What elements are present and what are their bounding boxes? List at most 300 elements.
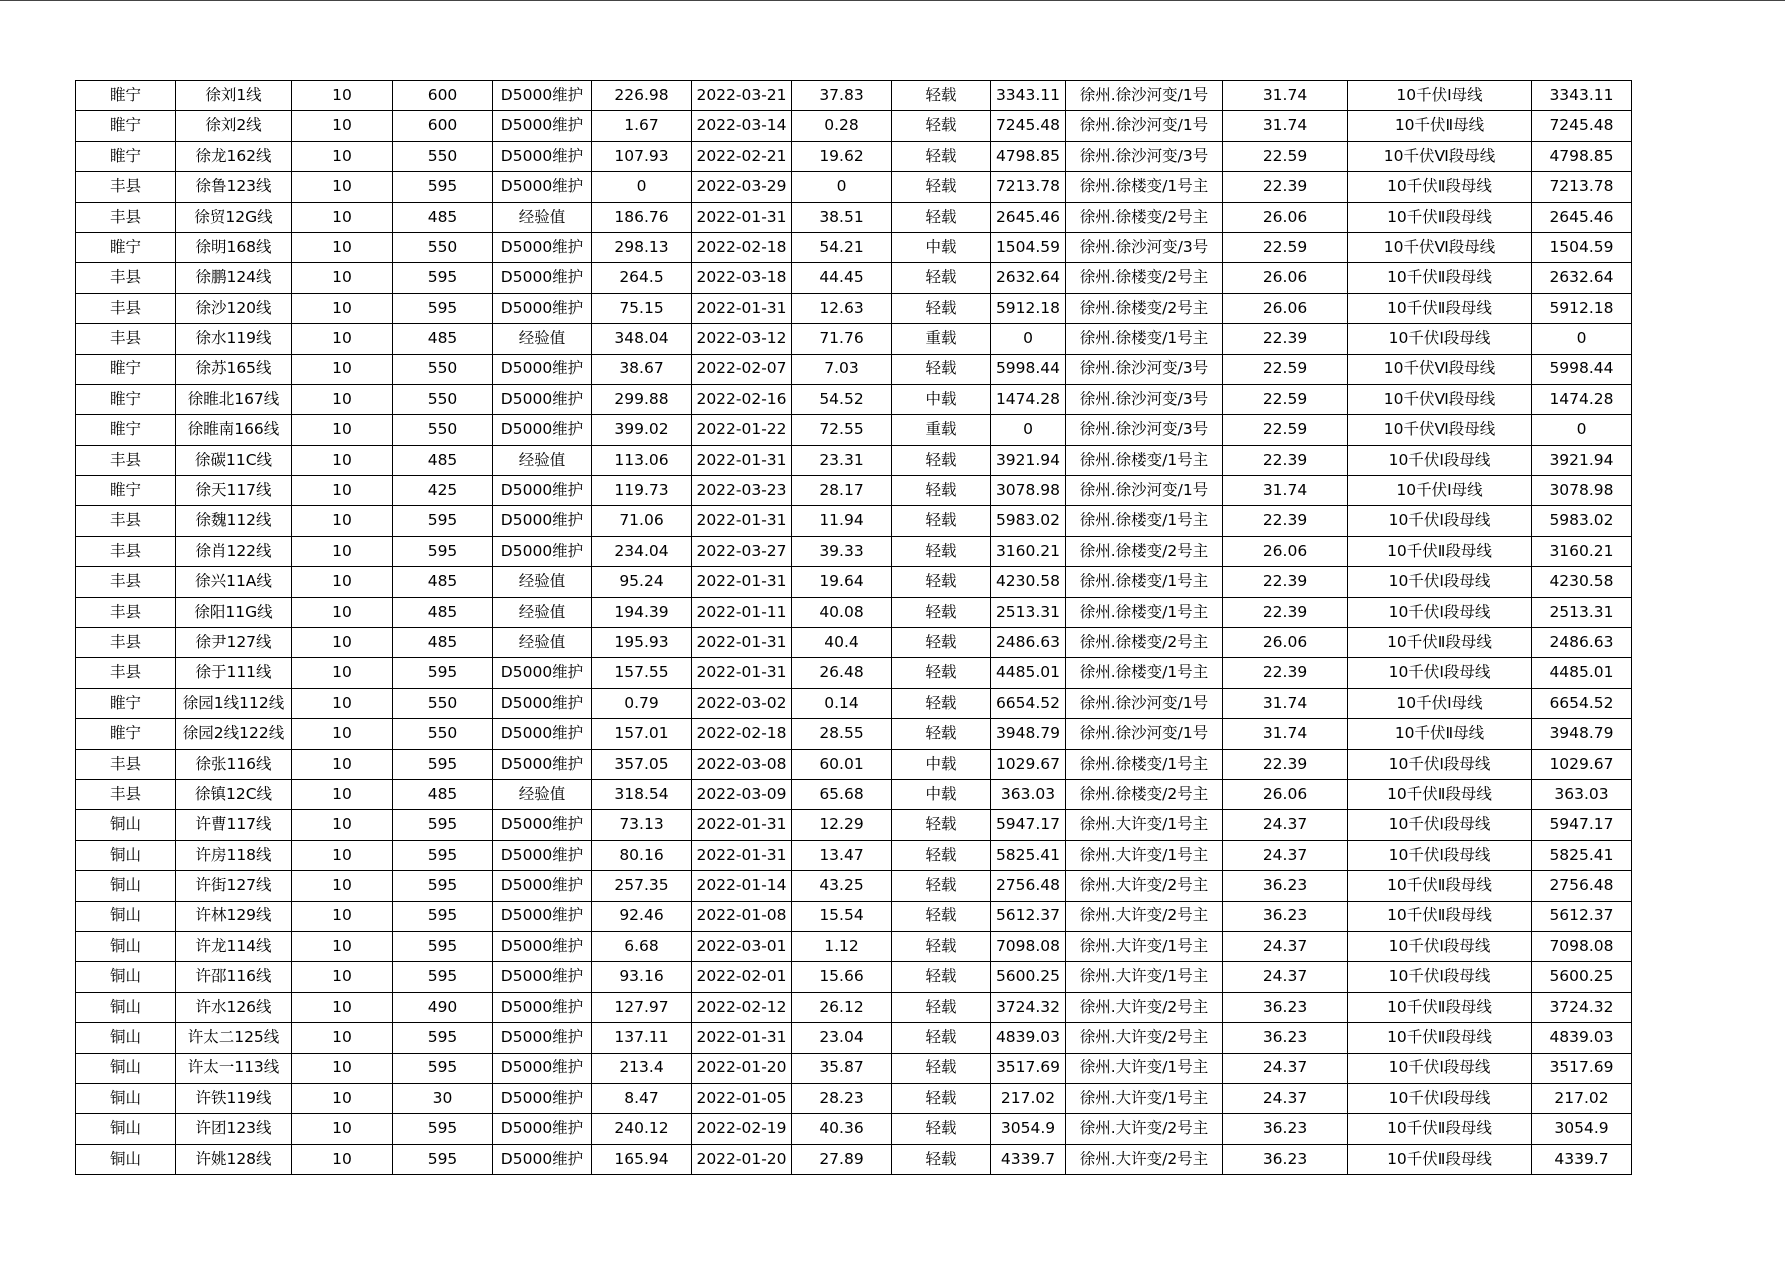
cell-load-current: 73.13	[592, 810, 692, 840]
cell-bus-section: 10千伏Ⅵ段母线	[1348, 141, 1532, 171]
cell-remaining-capacity: 3948.79	[991, 719, 1066, 749]
cell-county: 睢宁	[76, 81, 176, 111]
cell-rated-current: 485	[393, 445, 493, 475]
cell-line-name: 徐睢南166线	[176, 415, 292, 445]
cell-bus-section: 10千伏Ⅵ段母线	[1348, 415, 1532, 445]
cell-transformer-load-rate: 26.06	[1223, 536, 1348, 566]
cell-remaining-capacity: 3921.94	[991, 445, 1066, 475]
cell-load-status: 轻载	[892, 962, 991, 992]
cell-available-capacity: 3054.9	[1532, 1114, 1632, 1144]
cell-substation: 徐州.徐沙河变/3号	[1066, 232, 1223, 262]
cell-rated-current: 600	[393, 81, 493, 111]
cell-line-name: 徐兴11A线	[176, 567, 292, 597]
cell-remaining-capacity: 3343.11	[991, 81, 1066, 111]
cell-method: D5000维护	[493, 81, 592, 111]
cell-substation: 徐州.徐楼变/1号主	[1066, 172, 1223, 202]
cell-line-name: 许太一113线	[176, 1053, 292, 1083]
table-row	[76, 992, 1632, 1022]
cell-substation: 徐州.徐沙河变/3号	[1066, 415, 1223, 445]
cell-rated-current: 595	[393, 871, 493, 901]
cell-remaining-capacity: 5612.37	[991, 901, 1066, 931]
cell-rated-current: 595	[393, 1114, 493, 1144]
table-row	[76, 141, 1632, 171]
cell-date: 2022-01-31	[692, 293, 792, 323]
cell-transformer-load-rate: 22.59	[1223, 384, 1348, 414]
cell-line-name: 徐沙120线	[176, 293, 292, 323]
cell-method: D5000维护	[493, 840, 592, 870]
cell-date: 2022-03-18	[692, 263, 792, 293]
cell-available-capacity: 2756.48	[1532, 871, 1632, 901]
cell-voltage: 10	[292, 1083, 393, 1113]
cell-load-rate: 54.52	[792, 384, 892, 414]
cell-transformer-load-rate: 26.06	[1223, 628, 1348, 658]
cell-load-status: 轻载	[892, 1114, 991, 1144]
cell-substation: 徐州.徐楼变/1号主	[1066, 506, 1223, 536]
cell-county: 铜山	[76, 1023, 176, 1053]
cell-voltage: 10	[292, 840, 393, 870]
cell-load-rate: 19.64	[792, 567, 892, 597]
cell-transformer-load-rate: 26.06	[1223, 779, 1348, 809]
cell-load-current: 157.55	[592, 658, 692, 688]
table-row	[76, 354, 1632, 384]
table-row	[76, 293, 1632, 323]
cell-rated-current: 595	[393, 931, 493, 961]
cell-remaining-capacity: 5983.02	[991, 506, 1066, 536]
cell-line-name: 许太二125线	[176, 1023, 292, 1053]
table-row	[76, 476, 1632, 506]
cell-county: 丰县	[76, 506, 176, 536]
cell-line-name: 许姚128线	[176, 1144, 292, 1174]
cell-method: D5000维护	[493, 658, 592, 688]
cell-bus-section: 10千伏Ⅰ段母线	[1348, 840, 1532, 870]
cell-method: D5000维护	[493, 506, 592, 536]
cell-remaining-capacity: 5947.17	[991, 810, 1066, 840]
cell-county: 丰县	[76, 445, 176, 475]
cell-voltage: 10	[292, 293, 393, 323]
table-row	[76, 415, 1632, 445]
table-row	[76, 688, 1632, 718]
cell-method: D5000维护	[493, 263, 592, 293]
cell-method: 经验值	[493, 567, 592, 597]
cell-method: D5000维护	[493, 810, 592, 840]
cell-load-status: 轻载	[892, 445, 991, 475]
cell-load-rate: 12.63	[792, 293, 892, 323]
cell-load-current: 165.94	[592, 1144, 692, 1174]
cell-voltage: 10	[292, 779, 393, 809]
cell-date: 2022-01-20	[692, 1053, 792, 1083]
cell-date: 2022-02-21	[692, 141, 792, 171]
cell-load-current: 1.67	[592, 111, 692, 141]
cell-remaining-capacity: 3078.98	[991, 476, 1066, 506]
cell-remaining-capacity: 5825.41	[991, 840, 1066, 870]
cell-transformer-load-rate: 22.39	[1223, 445, 1348, 475]
cell-load-current: 348.04	[592, 324, 692, 354]
cell-substation: 徐州.徐楼变/2号主	[1066, 202, 1223, 232]
cell-rated-current: 485	[393, 567, 493, 597]
cell-remaining-capacity: 4798.85	[991, 141, 1066, 171]
cell-available-capacity: 217.02	[1532, 1083, 1632, 1113]
cell-date: 2022-02-19	[692, 1114, 792, 1144]
cell-county: 丰县	[76, 628, 176, 658]
cell-substation: 徐州.大许变/1号主	[1066, 810, 1223, 840]
cell-load-current: 299.88	[592, 384, 692, 414]
cell-bus-section: 10千伏Ⅰ母线	[1348, 688, 1532, 718]
table-row	[76, 931, 1632, 961]
cell-load-status: 轻载	[892, 688, 991, 718]
cell-load-current: 399.02	[592, 415, 692, 445]
cell-county: 铜山	[76, 1083, 176, 1113]
cell-load-rate: 37.83	[792, 81, 892, 111]
cell-substation: 徐州.徐楼变/1号主	[1066, 597, 1223, 627]
cell-line-name: 徐园1线112线	[176, 688, 292, 718]
cell-county: 铜山	[76, 1144, 176, 1174]
cell-date: 2022-01-11	[692, 597, 792, 627]
cell-line-name: 许街127线	[176, 871, 292, 901]
cell-county: 睢宁	[76, 415, 176, 445]
cell-substation: 徐州.大许变/2号主	[1066, 871, 1223, 901]
cell-substation: 徐州.徐沙河变/3号	[1066, 384, 1223, 414]
cell-rated-current: 595	[393, 263, 493, 293]
cell-county: 丰县	[76, 567, 176, 597]
cell-load-current: 0.79	[592, 688, 692, 718]
cell-load-status: 轻载	[892, 506, 991, 536]
cell-voltage: 10	[292, 567, 393, 597]
cell-available-capacity: 3948.79	[1532, 719, 1632, 749]
cell-bus-section: 10千伏Ⅱ段母线	[1348, 1023, 1532, 1053]
cell-available-capacity: 4485.01	[1532, 658, 1632, 688]
cell-line-name: 徐碳11C线	[176, 445, 292, 475]
cell-county: 铜山	[76, 992, 176, 1022]
cell-load-current: 318.54	[592, 779, 692, 809]
cell-load-rate: 54.21	[792, 232, 892, 262]
cell-line-name: 徐于111线	[176, 658, 292, 688]
cell-bus-section: 10千伏Ⅵ段母线	[1348, 384, 1532, 414]
cell-load-current: 195.93	[592, 628, 692, 658]
cell-voltage: 10	[292, 263, 393, 293]
cell-load-rate: 13.47	[792, 840, 892, 870]
cell-load-rate: 40.08	[792, 597, 892, 627]
cell-bus-section: 10千伏Ⅱ母线	[1348, 719, 1532, 749]
cell-load-current: 75.15	[592, 293, 692, 323]
cell-method: D5000维护	[493, 1114, 592, 1144]
cell-remaining-capacity: 1029.67	[991, 749, 1066, 779]
cell-load-status: 轻载	[892, 597, 991, 627]
cell-available-capacity: 4230.58	[1532, 567, 1632, 597]
cell-line-name: 徐镇12C线	[176, 779, 292, 809]
cell-rated-current: 425	[393, 476, 493, 506]
cell-available-capacity: 7098.08	[1532, 931, 1632, 961]
table-row	[76, 810, 1632, 840]
cell-remaining-capacity: 3517.69	[991, 1053, 1066, 1083]
cell-county: 铜山	[76, 931, 176, 961]
cell-load-status: 轻载	[892, 111, 991, 141]
cell-available-capacity: 3517.69	[1532, 1053, 1632, 1083]
cell-substation: 徐州.大许变/2号主	[1066, 1144, 1223, 1174]
cell-transformer-load-rate: 31.74	[1223, 719, 1348, 749]
table-row	[76, 658, 1632, 688]
cell-available-capacity: 7213.78	[1532, 172, 1632, 202]
cell-voltage: 10	[292, 172, 393, 202]
cell-transformer-load-rate: 31.74	[1223, 476, 1348, 506]
cell-substation: 徐州.徐楼变/1号主	[1066, 658, 1223, 688]
cell-available-capacity: 5912.18	[1532, 293, 1632, 323]
cell-date: 2022-02-01	[692, 962, 792, 992]
cell-substation: 徐州.徐楼变/2号主	[1066, 536, 1223, 566]
cell-substation: 徐州.徐沙河变/1号	[1066, 688, 1223, 718]
cell-bus-section: 10千伏Ⅰ段母线	[1348, 658, 1532, 688]
cell-voltage: 10	[292, 628, 393, 658]
cell-date: 2022-03-29	[692, 172, 792, 202]
cell-load-current: 92.46	[592, 901, 692, 931]
cell-bus-section: 10千伏Ⅱ段母线	[1348, 202, 1532, 232]
cell-bus-section: 10千伏Ⅰ段母线	[1348, 962, 1532, 992]
cell-transformer-load-rate: 31.74	[1223, 688, 1348, 718]
table-row	[76, 232, 1632, 262]
cell-load-status: 轻载	[892, 628, 991, 658]
cell-load-status: 中载	[892, 749, 991, 779]
cell-load-current: 6.68	[592, 931, 692, 961]
cell-county: 睢宁	[76, 111, 176, 141]
table-row	[76, 202, 1632, 232]
cell-available-capacity: 5825.41	[1532, 840, 1632, 870]
cell-rated-current: 595	[393, 840, 493, 870]
cell-load-current: 213.4	[592, 1053, 692, 1083]
cell-load-current: 107.93	[592, 141, 692, 171]
cell-available-capacity: 4339.7	[1532, 1144, 1632, 1174]
cell-load-status: 轻载	[892, 1144, 991, 1174]
cell-substation: 徐州.大许变/1号主	[1066, 962, 1223, 992]
cell-load-status: 轻载	[892, 1083, 991, 1113]
cell-remaining-capacity: 4339.7	[991, 1144, 1066, 1174]
cell-date: 2022-01-31	[692, 445, 792, 475]
table-row	[76, 749, 1632, 779]
cell-bus-section: 10千伏Ⅱ段母线	[1348, 628, 1532, 658]
cell-load-current: 186.76	[592, 202, 692, 232]
cell-bus-section: 10千伏Ⅱ段母线	[1348, 293, 1532, 323]
cell-substation: 徐州.徐楼变/2号主	[1066, 293, 1223, 323]
cell-transformer-load-rate: 22.59	[1223, 141, 1348, 171]
cell-rated-current: 595	[393, 1144, 493, 1174]
cell-load-rate: 19.62	[792, 141, 892, 171]
cell-method: D5000维护	[493, 536, 592, 566]
cell-load-current: 257.35	[592, 871, 692, 901]
cell-load-status: 轻载	[892, 719, 991, 749]
cell-transformer-load-rate: 26.06	[1223, 293, 1348, 323]
cell-load-status: 轻载	[892, 871, 991, 901]
cell-substation: 徐州.徐沙河变/3号	[1066, 354, 1223, 384]
table-body	[76, 81, 1632, 1175]
table-row	[76, 1114, 1632, 1144]
table-row	[76, 628, 1632, 658]
cell-line-name: 徐鲁123线	[176, 172, 292, 202]
cell-load-rate: 7.03	[792, 354, 892, 384]
cell-load-current: 113.06	[592, 445, 692, 475]
cell-load-current: 264.5	[592, 263, 692, 293]
cell-remaining-capacity: 363.03	[991, 779, 1066, 809]
cell-remaining-capacity: 0	[991, 415, 1066, 445]
cell-voltage: 10	[292, 1114, 393, 1144]
table-row	[76, 81, 1632, 111]
cell-line-name: 徐明168线	[176, 232, 292, 262]
cell-date: 2022-01-31	[692, 628, 792, 658]
cell-county: 睢宁	[76, 141, 176, 171]
cell-bus-section: 10千伏Ⅰ段母线	[1348, 931, 1532, 961]
cell-substation: 徐州.徐楼变/2号主	[1066, 263, 1223, 293]
cell-load-rate: 28.17	[792, 476, 892, 506]
table-row	[76, 597, 1632, 627]
table-row	[76, 1023, 1632, 1053]
cell-bus-section: 10千伏Ⅰ段母线	[1348, 810, 1532, 840]
cell-date: 2022-01-31	[692, 567, 792, 597]
cell-date: 2022-03-23	[692, 476, 792, 506]
cell-load-current: 234.04	[592, 536, 692, 566]
cell-transformer-load-rate: 22.39	[1223, 324, 1348, 354]
cell-transformer-load-rate: 24.37	[1223, 931, 1348, 961]
cell-method: 经验值	[493, 445, 592, 475]
cell-bus-section: 10千伏Ⅱ段母线	[1348, 536, 1532, 566]
cell-load-status: 轻载	[892, 567, 991, 597]
cell-substation: 徐州.徐沙河变/1号	[1066, 719, 1223, 749]
cell-transformer-load-rate: 22.39	[1223, 597, 1348, 627]
cell-substation: 徐州.大许变/1号主	[1066, 931, 1223, 961]
cell-load-status: 轻载	[892, 931, 991, 961]
cell-load-status: 轻载	[892, 810, 991, 840]
cell-load-current: 226.98	[592, 81, 692, 111]
cell-bus-section: 10千伏Ⅱ段母线	[1348, 1114, 1532, 1144]
cell-load-rate: 40.4	[792, 628, 892, 658]
cell-rated-current: 485	[393, 202, 493, 232]
feeder-load-table	[75, 80, 1632, 1175]
cell-line-name: 徐天117线	[176, 476, 292, 506]
cell-load-status: 轻载	[892, 1023, 991, 1053]
cell-county: 丰县	[76, 536, 176, 566]
cell-line-name: 许水126线	[176, 992, 292, 1022]
cell-substation: 徐州.徐楼变/1号主	[1066, 567, 1223, 597]
cell-remaining-capacity: 4839.03	[991, 1023, 1066, 1053]
cell-available-capacity: 2513.31	[1532, 597, 1632, 627]
cell-load-rate: 72.55	[792, 415, 892, 445]
cell-rated-current: 595	[393, 506, 493, 536]
cell-county: 铜山	[76, 962, 176, 992]
cell-transformer-load-rate: 31.74	[1223, 111, 1348, 141]
cell-load-current: 119.73	[592, 476, 692, 506]
cell-transformer-load-rate: 24.37	[1223, 1083, 1348, 1113]
cell-remaining-capacity: 3054.9	[991, 1114, 1066, 1144]
cell-county: 丰县	[76, 658, 176, 688]
cell-bus-section: 10千伏Ⅱ段母线	[1348, 779, 1532, 809]
cell-line-name: 许团123线	[176, 1114, 292, 1144]
cell-load-rate: 12.29	[792, 810, 892, 840]
cell-county: 丰县	[76, 324, 176, 354]
cell-remaining-capacity: 5912.18	[991, 293, 1066, 323]
cell-line-name: 徐苏165线	[176, 354, 292, 384]
cell-voltage: 10	[292, 810, 393, 840]
cell-date: 2022-01-31	[692, 1023, 792, 1053]
cell-available-capacity: 1474.28	[1532, 384, 1632, 414]
cell-load-current: 0	[592, 172, 692, 202]
cell-county: 铜山	[76, 871, 176, 901]
cell-available-capacity: 1504.59	[1532, 232, 1632, 262]
cell-method: D5000维护	[493, 1023, 592, 1053]
cell-load-current: 298.13	[592, 232, 692, 262]
table-row	[76, 719, 1632, 749]
cell-rated-current: 595	[393, 658, 493, 688]
cell-line-name: 许林129线	[176, 901, 292, 931]
cell-method: D5000维护	[493, 232, 592, 262]
cell-method: 经验值	[493, 324, 592, 354]
cell-transformer-load-rate: 22.39	[1223, 172, 1348, 202]
cell-load-current: 240.12	[592, 1114, 692, 1144]
cell-date: 2022-01-31	[692, 506, 792, 536]
table-row	[76, 172, 1632, 202]
cell-voltage: 10	[292, 1053, 393, 1083]
cell-rated-current: 550	[393, 415, 493, 445]
cell-date: 2022-03-21	[692, 81, 792, 111]
cell-county: 睢宁	[76, 354, 176, 384]
cell-load-rate: 11.94	[792, 506, 892, 536]
cell-remaining-capacity: 0	[991, 324, 1066, 354]
cell-rated-current: 550	[393, 384, 493, 414]
cell-rated-current: 595	[393, 172, 493, 202]
cell-line-name: 许邵116线	[176, 962, 292, 992]
cell-method: D5000维护	[493, 962, 592, 992]
cell-bus-section: 10千伏Ⅰ段母线	[1348, 1053, 1532, 1083]
table-row	[76, 1053, 1632, 1083]
cell-remaining-capacity: 2645.46	[991, 202, 1066, 232]
cell-load-status: 轻载	[892, 81, 991, 111]
cell-rated-current: 550	[393, 688, 493, 718]
cell-bus-section: 10千伏Ⅰ母线	[1348, 476, 1532, 506]
table-row	[76, 324, 1632, 354]
cell-available-capacity: 5983.02	[1532, 506, 1632, 536]
cell-remaining-capacity: 7213.78	[991, 172, 1066, 202]
cell-voltage: 10	[292, 476, 393, 506]
cell-transformer-load-rate: 22.39	[1223, 658, 1348, 688]
cell-load-rate: 39.33	[792, 536, 892, 566]
cell-load-status: 轻载	[892, 172, 991, 202]
cell-voltage: 10	[292, 354, 393, 384]
cell-date: 2022-02-07	[692, 354, 792, 384]
cell-date: 2022-01-22	[692, 415, 792, 445]
table-row	[76, 536, 1632, 566]
cell-load-status: 轻载	[892, 476, 991, 506]
cell-load-current: 93.16	[592, 962, 692, 992]
cell-voltage: 10	[292, 962, 393, 992]
cell-line-name: 徐贸12G线	[176, 202, 292, 232]
cell-county: 铜山	[76, 1114, 176, 1144]
cell-load-status: 轻载	[892, 202, 991, 232]
cell-available-capacity: 6654.52	[1532, 688, 1632, 718]
cell-line-name: 徐刘2线	[176, 111, 292, 141]
page-top-rule	[0, 0, 1785, 1]
cell-substation: 徐州.大许变/1号主	[1066, 1083, 1223, 1113]
cell-load-status: 中载	[892, 779, 991, 809]
cell-date: 2022-02-12	[692, 992, 792, 1022]
cell-method: D5000维护	[493, 1144, 592, 1174]
cell-remaining-capacity: 3724.32	[991, 992, 1066, 1022]
cell-load-status: 轻载	[892, 901, 991, 931]
cell-remaining-capacity: 2486.63	[991, 628, 1066, 658]
cell-county: 丰县	[76, 263, 176, 293]
cell-load-rate: 65.68	[792, 779, 892, 809]
cell-date: 2022-03-02	[692, 688, 792, 718]
cell-rated-current: 550	[393, 354, 493, 384]
cell-substation: 徐州.徐楼变/1号主	[1066, 324, 1223, 354]
cell-date: 2022-01-31	[692, 840, 792, 870]
cell-remaining-capacity: 4485.01	[991, 658, 1066, 688]
cell-load-status: 轻载	[892, 840, 991, 870]
cell-date: 2022-03-09	[692, 779, 792, 809]
